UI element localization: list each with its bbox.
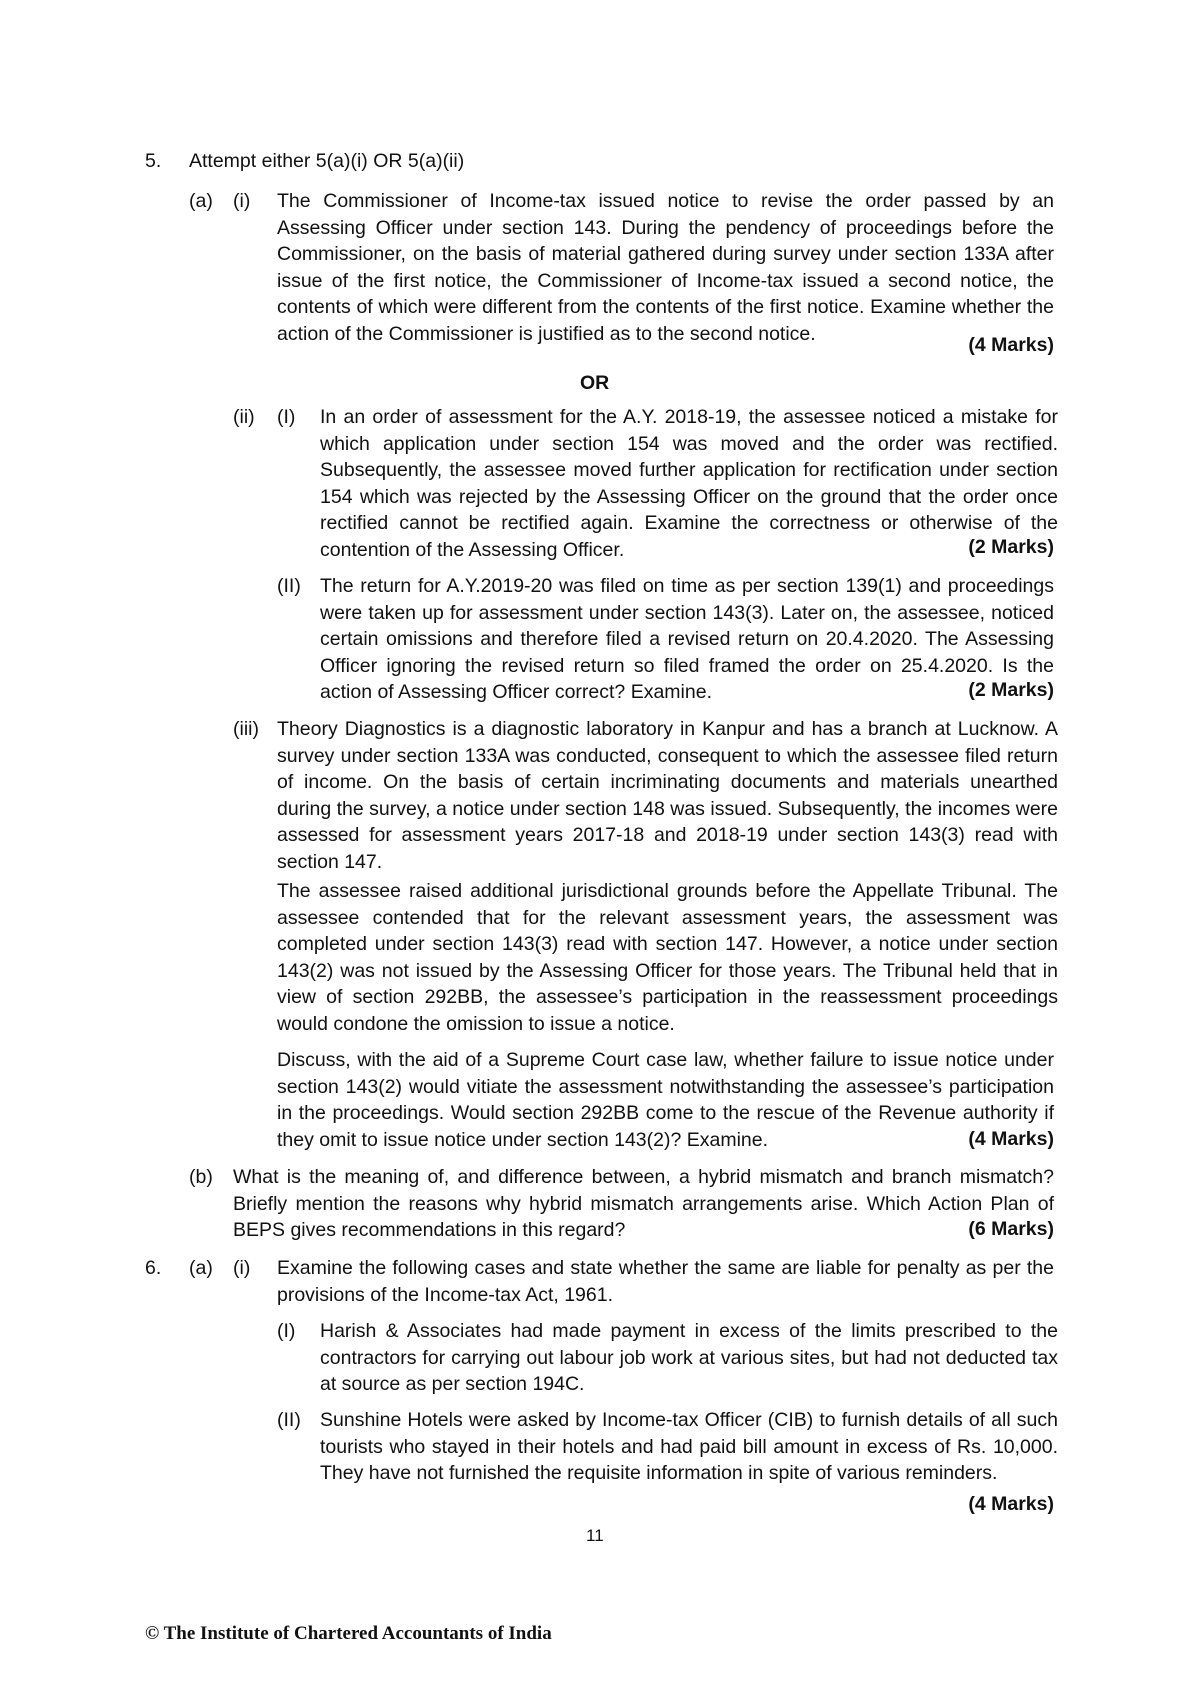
q6-a-i-text: Examine the following cases and state whether the same are liable for penalty as per the provisions of the Income-tax Act, 1961. [277,1257,1054,1306]
q5-iii-label: (iii) [233,718,259,740]
page-number: 11 [586,1526,604,1545]
q5-a-ii-I-label: (I) [277,406,296,428]
q5-a-i-label: (i) [233,190,251,212]
copyright-footer: © The Institute of Chartered Accountants of India [145,1623,552,1644]
q6-number: 6. [145,1257,162,1279]
q5-iii-marks: (4 Marks) [968,1128,1054,1150]
q6-a-i-label: (i) [233,1257,251,1279]
q5-a-ii-II-text: The return for A.Y.2019-20 was filed on time as per section 139(1) and proceedings were taken up for assessment under section 143(3). Later on, the assessee, noticed certain omissions and therefore filed a revised return on 20.4.2020. The Assessing Officer ignoring the revised return so filed framed the order on 25.4.2020. Is the action of Assessing Officer correct? Examine. [320,575,1054,703]
q6-II-text: Sunshine Hotels were asked by Income-tax Officer (CIB) to furnish details of all such tourists who stayed in their hotels and had paid bill amount in excess of Rs. 10,000. They have not furnished the requisite information in spite of various reminders. [320,1409,1058,1484]
q5-b-marks: (6 Marks) [968,1218,1054,1240]
q5-a-ii-I-text: In an order of assessment for the A.Y. 2018-19, the assessee noticed a mistake for which application under section 154 was moved and the order was rectified. Subsequently, the assessee moved further application for rectification under section 154 which was rejected by the Assessing Officer on the ground that the order once rectified cannot be rectified again. Examine the correctness or otherwise of the contention of the Assessing Officer. [320,406,1058,561]
q6-I-label: (I) [277,1320,296,1342]
q5-number: 5. [145,150,162,172]
q6-marks: (4 Marks) [968,1493,1054,1515]
q5-b-label: (b) [189,1166,213,1188]
q5-a-i-marks: (4 Marks) [968,334,1054,356]
q5-a-label: (a) [189,190,213,212]
q5-a-i-text: The Commissioner of Income-tax issued notice to revise the order passed by an Assessing Officer under section 143. During the pendency of proceedings before the Commissioner, on the basis of material gathered during survey under section 133A after issue of the first notice, the Commissioner of Income-tax issued a second notice, the contents of which were different from the contents of the first notice. Examine whether the action of the Commissioner is justified as to the second notice. [277,190,1054,345]
q6-II-label: (II) [277,1409,301,1431]
q5-a-ii-I-marks: (2 Marks) [968,536,1054,558]
q5-b-text: What is the meaning of, and difference between, a hybrid mismatch and branch mismatch? Briefly mention the reasons why hybrid mismatch arrangements arise. Which Action Plan of BEPS gives recommendations in this regard? [233,1166,1054,1241]
q5-intro: Attempt either 5(a)(i) OR 5(a)(ii) [189,150,465,172]
q6-a-label: (a) [189,1257,213,1279]
q6-I-text: Harish & Associates had made payment in excess of the limits prescribed to the contractors for carrying out labour job work at various sites, but had not deducted tax at source as per section 194C. [320,1320,1058,1395]
q5-iii-para1: Theory Diagnostics is a diagnostic laboratory in Kanpur and has a branch at Lucknow. A survey under section 133A was conducted, consequent to which the assessee filed return of income. On the basis of certain incriminating documents and materials unearthed during the survey, a notice under section 148 was issued. Subsequently, the incomes were assessed for assessment years 2017-18 and 2018-19 under section 143(3) read with section 147. [277,718,1058,873]
or-divider: OR [580,372,610,394]
q5-a-ii-label: (ii) [233,406,255,428]
q5-iii-para2: The assessee raised additional jurisdictional grounds before the Appellate Tribunal. The assessee contended that for the relevant assessment years, the assessment was completed under section 143(3) read with section 147. However, a notice under section 143(2) was not issued by the Assessing Officer for those years. The Tribunal held that in view of section 292BB, the assessee’s participation in the reassessment proceedings would condone the omission to issue a notice. [277,880,1058,1035]
q5-iii-para3: Discuss, with the aid of a Supreme Court case law, whether failure to issue notice under section 143(2) would vitiate the assessment notwithstanding the assessee’s participation in the proceedings. Would section 292BB come to the rescue of the Revenue authority if they omit to issue notice under section 143(2)? Examine. [277,1049,1054,1151]
q5-a-ii-II-label: (II) [277,575,301,597]
q5-a-ii-II-marks: (2 Marks) [968,679,1054,701]
